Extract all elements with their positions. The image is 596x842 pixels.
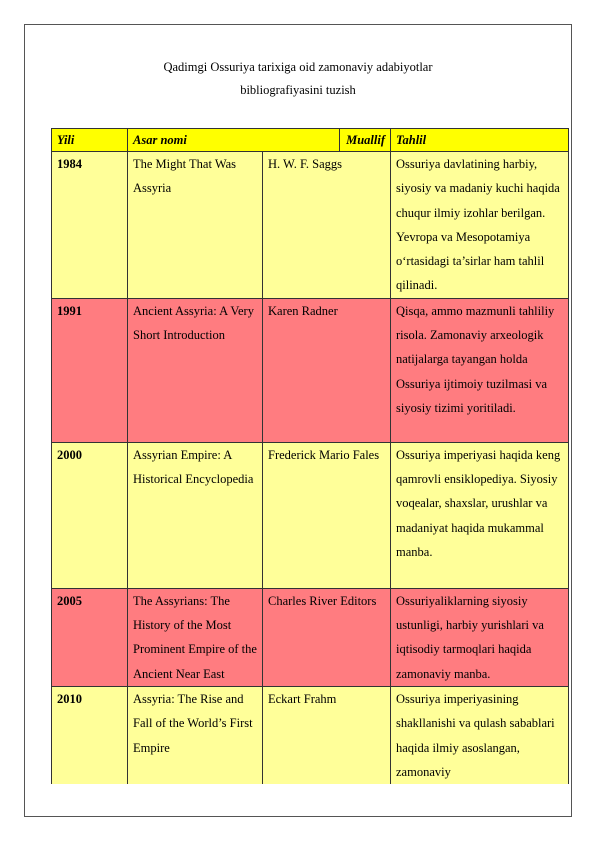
cell-author: Karen Radner	[263, 298, 391, 442]
header-work: Asar nomi	[133, 133, 187, 147]
table-header-row	[52, 129, 569, 152]
cell-work: Assyria: The Rise and Fall of the World’s First Empire	[128, 686, 263, 784]
cell-analysis: Ossuriya imperiyasining shakllanishi va qulash sabablari haqida ilmiy asoslangan, zamonaviy	[391, 686, 569, 784]
cell-analysis: Ossuriya davlatining harbiy, siyosiy va madaniy kuchi haqida chuqur ilmiy izohlar berilgan. Yevropa va Mesopotamiya o‘rtasidagi ta’sirlar ham tahlil qilinadi.	[391, 152, 569, 299]
table-row	[52, 588, 569, 686]
table-row	[52, 298, 569, 442]
cell-year: 2000	[52, 442, 128, 588]
cell-analysis: Qisqa, ammo mazmunli tahliliy risola. Zamonaviy arxeologik natijalarga tayangan holda Ossuriya ijtimoiy tuzilmasi va siyosiy tizimi yoritiladi.	[391, 298, 569, 442]
document-title-line2: bibliografiyasini tuzish	[240, 83, 356, 97]
header-work-author	[128, 129, 391, 152]
header-author: Muallif	[339, 129, 390, 151]
table-row	[52, 152, 569, 299]
cell-author: Charles River Editors	[263, 588, 391, 686]
cell-work: Ancient Assyria: A Very Short Introduction	[128, 298, 263, 442]
cell-year: 1991	[52, 298, 128, 442]
header-analysis: Tahlil	[391, 129, 569, 152]
cell-year: 2005	[52, 588, 128, 686]
cell-analysis: Ossuriyaliklarning siyosiy ustunligi, harbiy yurishlari va iqtisodiy tarmoqlari haqida zamonaviy manba.	[391, 588, 569, 686]
cell-author: Eckart Frahm	[263, 686, 391, 784]
cell-year: 2010	[52, 686, 128, 784]
cell-analysis: Ossuriya imperiyasi haqida keng qamrovli ensiklopediya. Siyosiy voqealar, shaxslar, urushlar va madaniyat haqida mukammal manba.	[391, 442, 569, 588]
cell-author: H. W. F. Saggs	[263, 152, 391, 299]
header-year: Yili	[52, 129, 128, 152]
cell-year: 1984	[52, 152, 128, 299]
document-title-line1: Qadimgi Ossuriya tarixiga oid zamonaviy adabiyotlar	[163, 60, 433, 74]
table-row	[52, 686, 569, 784]
cell-work: The Might That Was Assyria	[128, 152, 263, 299]
cell-work: The Assyrians: The History of the Most Prominent Empire of the Ancient Near East	[128, 588, 263, 686]
bibliography-table	[51, 128, 569, 784]
cell-author: Frederick Mario Fales	[263, 442, 391, 588]
table-row	[52, 442, 569, 588]
cell-work: Assyrian Empire: A Historical Encyclopedia	[128, 442, 263, 588]
